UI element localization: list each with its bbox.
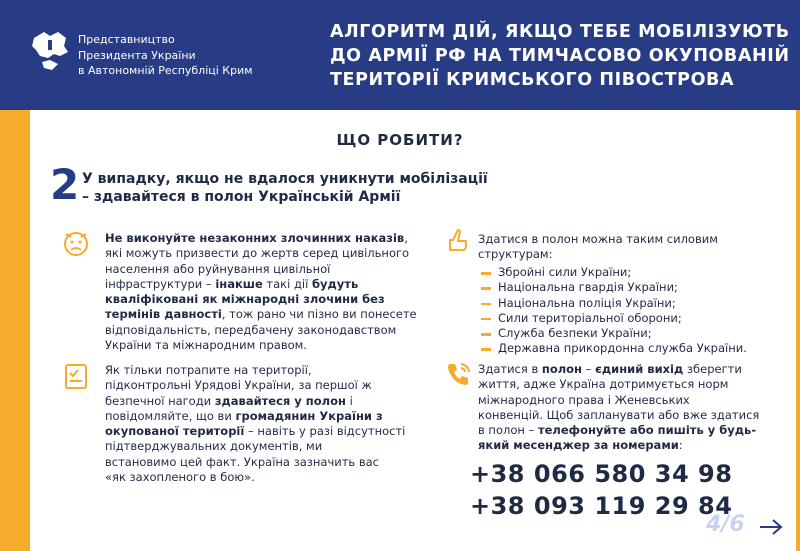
- worried-face-icon: [62, 230, 90, 258]
- arrow-right-icon[interactable]: [758, 518, 784, 536]
- contact-text-block: Здатися в полон – єдиний вихід зберегти життя, адже Україна дотримується норм міжнародного права і Женевських конвенцій. Щоб запланувати або вже здатися в полон – телефонуйте або пишіть у будь- який месенджер за номерами:: [478, 362, 760, 453]
- list-item: Національна гвардія України;: [478, 280, 747, 295]
- structures-intro: Здатися в полон можна таким силовим структурам:: [478, 232, 718, 262]
- warning-text-block: Не виконуйте незаконних злочинних наказів, які можуть призвести до жертв серед цивільного населення або руйнування цивільної інфраструктури – інакше такі дії будуть кваліфіковані як міжнародні злочини без термінів давності, тож рано чи пізно ви понесете відповідальність, передбачену законодавством України та міжнародним правом.: [105, 231, 417, 353]
- phone-call-icon: [444, 360, 472, 388]
- step-number: 2: [50, 160, 80, 209]
- list-item: Сили територіальної оборони;: [478, 311, 747, 326]
- sidebar-accent-bar: [0, 110, 30, 551]
- list-item: Збройні сили України;: [478, 265, 747, 280]
- surrender-instructions-block: Як тільки потрапите на території, підконтрольні Урядові України, за першої ж безпечної нагоди здавайтеся у полон і повідомляйте, що ви громадянин України з окупованої території – навіть у разі відсутності підтверджувальних документів, ми встановимо цей факт. Україна зазначить вас «як захопленого в бою».: [105, 363, 406, 485]
- page-title: АЛГОРИТМ ДІЙ, ЯКЩО ТЕБЕ МОБІЛІЗУЮТЬ ДО АРМІЇ РФ НА ТИМЧАСОВО ОКУПОВАНІЙ ТЕРИТОРІЇ КРИМСЬКОГО ПІВОСТРОВА: [330, 22, 790, 90]
- list-item: Служба безпеки України;: [478, 326, 747, 341]
- hand-pointing-icon: [444, 226, 472, 254]
- phone-number-2[interactable]: +38 093 119 29 84: [470, 492, 733, 520]
- list-item: Національна поліція України;: [478, 296, 747, 311]
- checklist-icon: [62, 362, 90, 390]
- step-heading: У випадку, якщо не вдалося уникнути мобілізації – здавайтеся в полон Українській Армії: [82, 171, 488, 205]
- organization-name: Представництво Президента України в Автономній Республіці Крим: [78, 33, 253, 77]
- phone-number-1[interactable]: +38 066 580 34 98: [470, 460, 733, 488]
- right-accent-bar: [796, 110, 800, 551]
- ukraine-map-emblem-icon: [30, 28, 70, 78]
- header: [0, 0, 800, 110]
- list-item: Державна прикордонна служба України.: [478, 341, 747, 356]
- security-structures-list: [478, 265, 747, 357]
- page-number: 4/6: [706, 512, 745, 537]
- section-title: ЩО РОБИТИ?: [336, 131, 464, 149]
